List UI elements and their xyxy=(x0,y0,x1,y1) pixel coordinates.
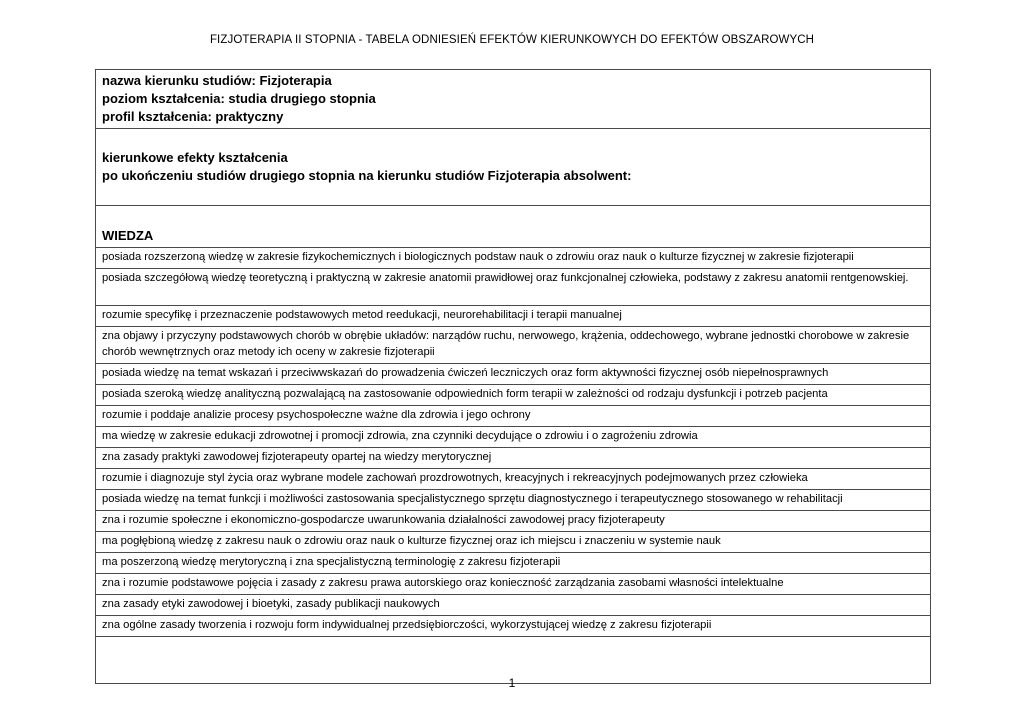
effects-heading-cell xyxy=(96,129,931,206)
outcome-item: zna zasady etyki zawodowej i bioetyki, zasady publikacji naukowych xyxy=(96,595,931,616)
outcome-item: zna ogólne zasady tworzenia i rozwoju form indywidualnej przedsiębiorczości, wykorzystującej wiedzę z zakresu fizjoterapii xyxy=(96,616,931,637)
table-row xyxy=(96,469,931,490)
outcome-item: rozumie i poddaje analizie procesy psychospołeczne ważne dla zdrowia i jego ochrony xyxy=(96,406,931,427)
effects-heading-title: kierunkowe efekty kształcenia xyxy=(102,150,288,165)
outcome-item: ma pogłębioną wiedzę z zakresu nauk o zdrowiu oraz nauk o kulturze fizycznej oraz ich miejscu i znaczeniu w systemie nauk xyxy=(96,532,931,553)
outcome-item: zna i rozumie społeczne i ekonomiczno-gospodarcze uwarunkowania działalności zawodowej pracy fizjoterapeuty xyxy=(96,511,931,532)
page-number: 1 xyxy=(508,676,516,690)
table-row xyxy=(96,206,931,248)
field-of-study-text: nazwa kierunku studiów: Fizjoterapia xyxy=(102,73,332,88)
page-header: FIZJOTERAPIA II STOPNIA - TABELA ODNIESIEŃ EFEKTÓW KIERUNKOWYCH DO EFEKTÓW OBSZAROWYCH xyxy=(209,34,815,46)
outcome-item: posiada wiedzę na temat wskazań i przeciwwskazań do prowadzenia ćwiczeń leczniczych oraz form aktywności fizycznej osób niepełnosprawnych xyxy=(96,364,931,385)
table-row xyxy=(96,490,931,511)
table-row xyxy=(96,532,931,553)
outcome-item: posiada wiedzę na temat funkcji i możliwości zastosowania specjalistycznego sprzętu diagnostycznego i terapeutycznego stosowanego w rehabilitacji xyxy=(96,490,931,511)
outcome-item: zna objawy i przyczyny podstawowych chorób w obrębie układów: narządów ruchu, nerwowego, krążenia, oddechowego, wybrane jednostki chorobowe w zakresie chorób wewnętrznych oraz metody ich oceny w zakresie fizjoterapii xyxy=(96,327,931,364)
outcome-item: zna zasady praktyki zawodowej fizjoterapeuty opartej na wiedzy merytorycznej xyxy=(96,448,931,469)
table-row xyxy=(96,70,931,129)
study-level-text: poziom kształcenia: studia drugiego stopnia xyxy=(102,91,376,106)
table-row xyxy=(96,269,931,306)
outcome-item: rozumie i diagnozuje styl życia oraz wybrane modele zachowań prozdrowotnych, kreacyjnych i rekreacyjnych podejmowanych przez człowieka xyxy=(96,469,931,490)
outcome-item: posiada rozszerzoną wiedzę w zakresie fizykochemicznych i biologicznych podstaw nauk o zdrowiu oraz nauk o kulturze fizycznej w zakresie fizjoterapii xyxy=(96,248,931,269)
table-row xyxy=(96,427,931,448)
section-title: WIEDZA xyxy=(102,228,154,243)
table-row xyxy=(96,616,931,637)
table-row xyxy=(96,574,931,595)
table-row xyxy=(96,511,931,532)
table-row xyxy=(96,385,931,406)
outcome-item: posiada szczegółową wiedzę teoretyczną i praktyczną w zakresie anatomii prawidłowej oraz funkcjonalnej człowieka, podstawy z zakresu anatomii rentgenowskiej. xyxy=(96,269,931,306)
outcome-item: ma poszerzoną wiedzę merytoryczną i zna specjalistyczną terminologię z zakresu fizjoterapii xyxy=(96,553,931,574)
outcome-item: zna i rozumie podstawowe pojęcia i zasady z zakresu prawa autorskiego oraz konieczność zarządzania zasobami własności intelektualne xyxy=(96,574,931,595)
effects-heading-subtitle: po ukończeniu studiów drugiego stopnia na kierunku studiów Fizjoterapia absolwent: xyxy=(102,168,632,183)
table-row xyxy=(96,448,931,469)
study-profile-text: profil kształcenia: praktyczny xyxy=(102,109,284,124)
table-row xyxy=(96,595,931,616)
study-info-cell xyxy=(96,70,931,129)
table-row xyxy=(96,129,931,206)
table-row xyxy=(96,327,931,364)
outcome-item: rozumie specyfikę i przeznaczenie podstawowych metod reedukacji, neurorehabilitacji i terapii manualnej xyxy=(96,306,931,327)
outcome-item: posiada szeroką wiedzę analityczną pozwalającą na zastosowanie odpowiednich form terapii w zależności od rodzaju dysfunkcji i potrzeb pacjenta xyxy=(96,385,931,406)
table-row xyxy=(96,553,931,574)
section-heading-cell xyxy=(96,206,931,248)
table-row xyxy=(96,306,931,327)
table-row xyxy=(96,406,931,427)
outcome-item: ma wiedzę w zakresie edukacji zdrowotnej i promocji zdrowia, zna czynniki decydujące o zdrowiu i o zagrożeniu zdrowia xyxy=(96,427,931,448)
learning-outcomes-table xyxy=(95,69,931,684)
table-row xyxy=(96,248,931,269)
table-row xyxy=(96,364,931,385)
